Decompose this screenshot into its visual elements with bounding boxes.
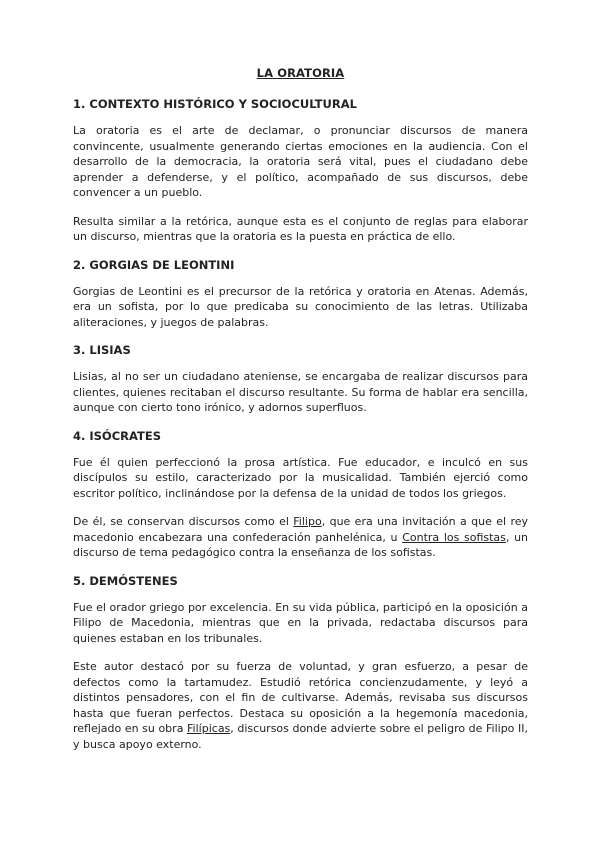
paragraph: Gorgias de Leontini es el precursor de la retórica y oratoria en Atenas. Además, era un sofista, por lo que predicaba su conocimiento de las letras. Utilizaba aliteraciones, y juegos de palabras. <box>73 284 528 329</box>
section-heading-lisias: 3. LISIAS <box>73 343 131 357</box>
text-run: , un discurso de tema pedagógico contra la enseñanza de los sofistas. <box>73 530 529 559</box>
paragraph: Fue el orador griego por excelencia. En su vida pública, participó en la oposición a Filipo de Macedonia, mientras que en la privada, redactaba discursos para quienes estaban en los tribunales. <box>73 600 528 645</box>
work-title-filipicas: Filípicas <box>187 722 231 735</box>
paragraph-works <box>73 659 528 752</box>
section-heading-contexto: 1. CONTEXTO HISTÓRICO Y SOCIOCULTURAL <box>73 97 357 111</box>
text-run: , que era una invitación a que el rey macedonio encabezara una confederación panhelénica, u <box>73 515 528 544</box>
paragraph: Resulta similar a la retórica, aunque esta es el conjunto de reglas para elaborar un discurso, mientras que la oratoria es la puesta en práctica de ello. <box>73 214 528 243</box>
paragraph: La oratoria es el arte de declamar, o pronunciar discursos de manera convincente, usualmente generando ciertas emociones en la audiencia. Con el desarrollo de la democracia, la oratoria será vital, pues el ciudadano debe aprender a defenderse, y el político, acompañado de sus discursos, debe convencer a un pueblo. <box>73 124 528 199</box>
paragraph: Fue él quien perfeccionó la prosa artística. Fue educador, e inculcó en sus discípulos su estilo, caracterizado por la musicalidad. También ejerció como escritor político, inclinándose por la defensa de la unidad de todos los griegos. <box>73 455 528 500</box>
work-title-filipo: Filipo <box>293 515 322 528</box>
text-run: Este autor destacó por su fuerza de voluntad, y gran esfuerzo, a pesar de defectos como la tartamudez. Estudió retórica concienzudamente, y leyó a distintos pensadores, con el fin de cultivarse. Además, revisaba sus discursos hasta que fueran perfectos. Destaca su oposición a la hegemonía macedonia, reflejado en su obra <box>73 660 528 735</box>
section-heading-demostenes: 5. DEMÓSTENES <box>73 573 178 588</box>
text-run: De él, se conservan discursos como el <box>73 515 294 528</box>
section-heading-isocrates: 4. ISÓCRATES <box>73 428 161 443</box>
paragraph-works <box>73 514 528 561</box>
document-title: LA ORATORIA <box>256 66 345 80</box>
section-heading-gorgias: 2. GORGIAS DE LEONTINI <box>73 257 235 272</box>
document-body <box>73 66 528 765</box>
paragraph: Lisias, al no ser un ciudadano ateniense, se encargaba de realizar discursos para clientes, quienes recitaban el discurso resultante. Su forma de hablar era sencilla, aunque con cierto tono irónico, y adornos superfluos. <box>73 370 528 414</box>
work-title-contra-los-sofistas: Contra los sofistas <box>402 530 506 544</box>
text-run: , discursos donde advierte sobre el peligro de Filipo II, y busca apoyo externo. <box>73 722 528 751</box>
